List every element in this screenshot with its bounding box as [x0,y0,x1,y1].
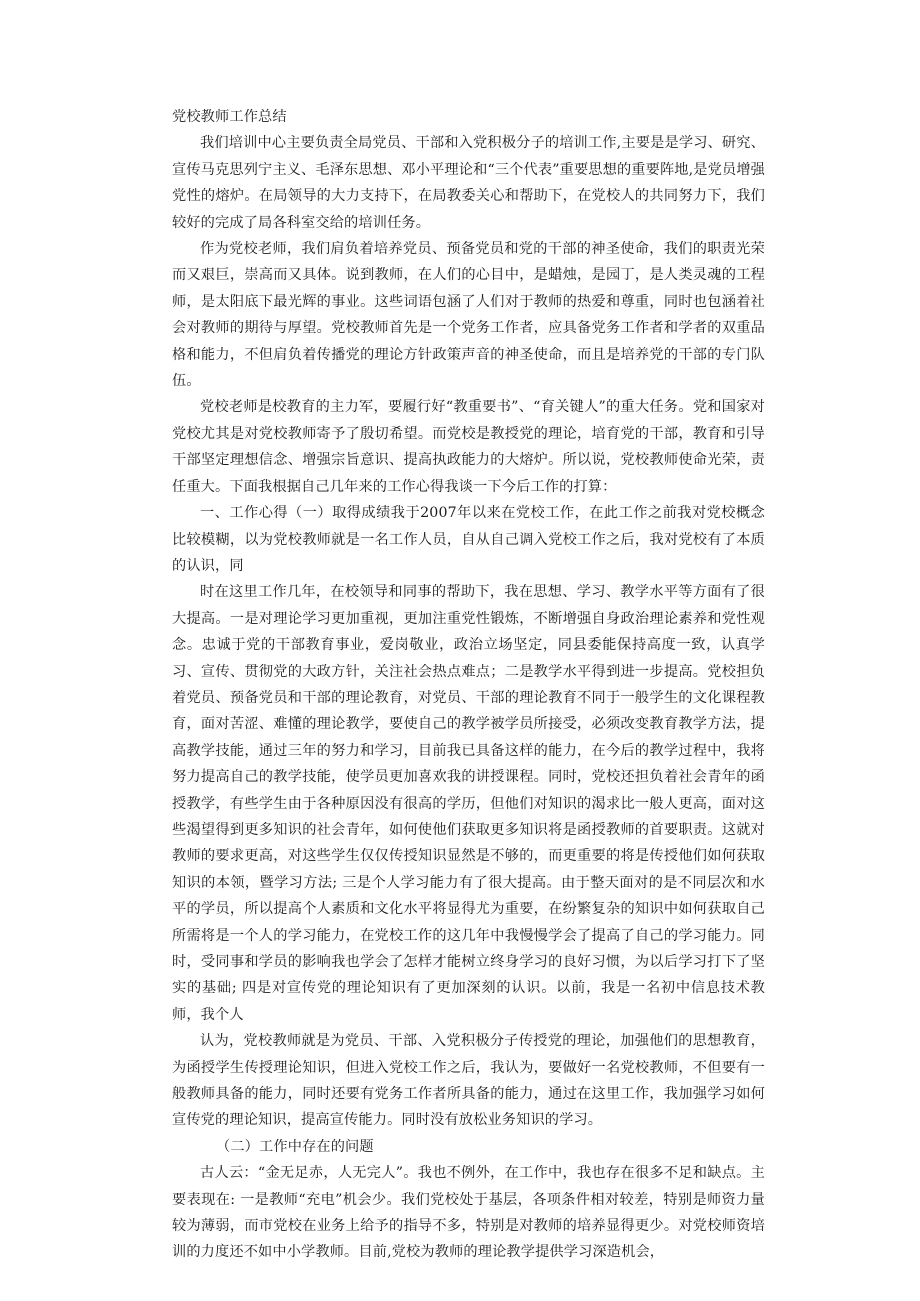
document-title: 党校教师工作总结 [172,109,287,125]
paragraph-teacher-role: 作为党校老师，我们肩负着培养党员、预备党员和党的干部的神圣使命，我们的职责光荣而又艰巨，崇高而又具体。说到教师，在人们的心目中，是蜡烛，是园丁，是人类灵魂的工程师，是太阳底下最光辉的事业。这些词语包涵了人们对于教师的热爱和尊重，同时也包涵着社会对教师的期待与厚望。党校教师首先是一个党务工作者，应具备党务工作者和学者的双重品格和能力，不但肩负着传播党的理论方针政策声音的神圣使命，而且是培养党的干部的专门队伍。 [172,241,765,390]
paragraph-work-experience: 一、工作心得（一）取得成绩我于2007年以来在党校工作，在此工作之前我对党校概念比较模糊，以为党校教师就是一名工作人员，自从自己调入党校工作之后，我对党校有了本质的认识，同 [172,505,765,574]
paragraph-improvements: 时在这里工作几年，在校领导和同事的帮助下，我在思想、学习、教学水平等方面有了很大提高。一是对理论学习更加重视，更加注重党性锻炼，不断增强自身政治理论素养和党性观念。忠诚于党的干部教育事业，爱岗敬业，政治立场坚定，同县委能保持高度一致，认真学习、宣传、贯彻党的大政方针，关注社会热点难点；二是教学水平得到进一步提高。党校担负着党员、预备党员和干部的理论教育，对党员、干部的理论教育不同于一般学生的文化课程教育，面对苦涩、难懂的理论教学，要使自己的教学被学员所接受，必须改变教育教学方法，提高教学技能，通过三年的努力和学习，目前我已具备这样的能力，在今后的教学过程中，我将努力提高自己的教学技能，使学员更加喜欢我的讲授课程。同时，党校还担负着社会青年的函授教学，有些学生由于各种原因没有很高的学历，但他们对知识的渴求比一般人更高，面对这些渴望得到更多知识的社会青年，如何使他们获取更多知识将是函授教师的首要职责。这就对教师的要求更高，对这些学生仅仅传授知识显然是不够的，而更重要的将是传授他们如何获取知识的本领，暨学习方法; 三是个人学习能力有了很大提高。由于整天面对的是不同层次和水平的学员，所以提高个人素质和文化水平将显得尤为重要，在纷繁复杂的知识中如何获取自己所需将是一个人的学习能力，在党校工作的这几年中我慢慢学会了提高了自己的学习能力。同时，受同事和学员的影响我也学会了怎样才能树立终身学习的良好习惯，为以后学习打下了坚实的基础; 四是对宣传党的理论知识有了更加深刻的认识。以前，我是一名初中信息技术教师，我个人 [172,584,765,1023]
paragraph-intro: 我们培训中心主要负责全局党员、干部和入党积极分子的培训工作,主要是是学习、研究、宣传马克思列宁主义、毛泽东思想、邓小平理论和“三个代表”重要思想的重要阵地,是党员增强党性的熔炉。在局领导的大力支持下，在局教委关心和帮助下，在党校人的共同努力下，我们较好的完成了局各科室交给的培训任务。 [172,135,765,231]
paragraph-recognition: 认为，党校教师就是为党员、干部、入党积极分子传授党的理论，加强他们的思想教育，为函授学生传授理论知识，但进入党校工作之后，我认为，要做好一名党校教师，不但要有一般教师具备的能力，同时还要有党务工作者所具备的能力，通过在这里工作，我加强学习如何宣传党的理论知识，提高宣传能力。同时没有放松业务知识的学习。 [172,1033,765,1129]
section-subheading: （二）工作中存在的问题 [216,1138,374,1155]
paragraph-main-force: 党校老师是校教育的主力军，要履行好“教重要书”、“育关键人”的重大任务。党和国家对党校尤其是对党校教师寄予了殷切希望。而党校是教授党的理论，培育党的干部，教育和引导干部坚定理想信念、增强宗旨意识、提高执政能力的大熔炉。所以说，党校教师使命光荣，责任重大。下面我根据自己几年来的工作心得我谈一下今后工作的打算： [172,399,765,495]
paragraph-problems: 古人云：“金无足赤，人无完人”。我也不例外，在工作中，我也存在很多不足和缺点。主要表现在: 一是教师“充电”机会少。我们党校处于基层，各项条件相对较差，特别是师资力量较为薄弱，而市党校在业务上给予的指导不多，特别是对教师的培养显得更少。对党校师资培训的力度还不如中小学教师。目前,党校为教师的理论教学提供学习深造机会， [172,1165,765,1261]
document-page [172,104,765,1266]
